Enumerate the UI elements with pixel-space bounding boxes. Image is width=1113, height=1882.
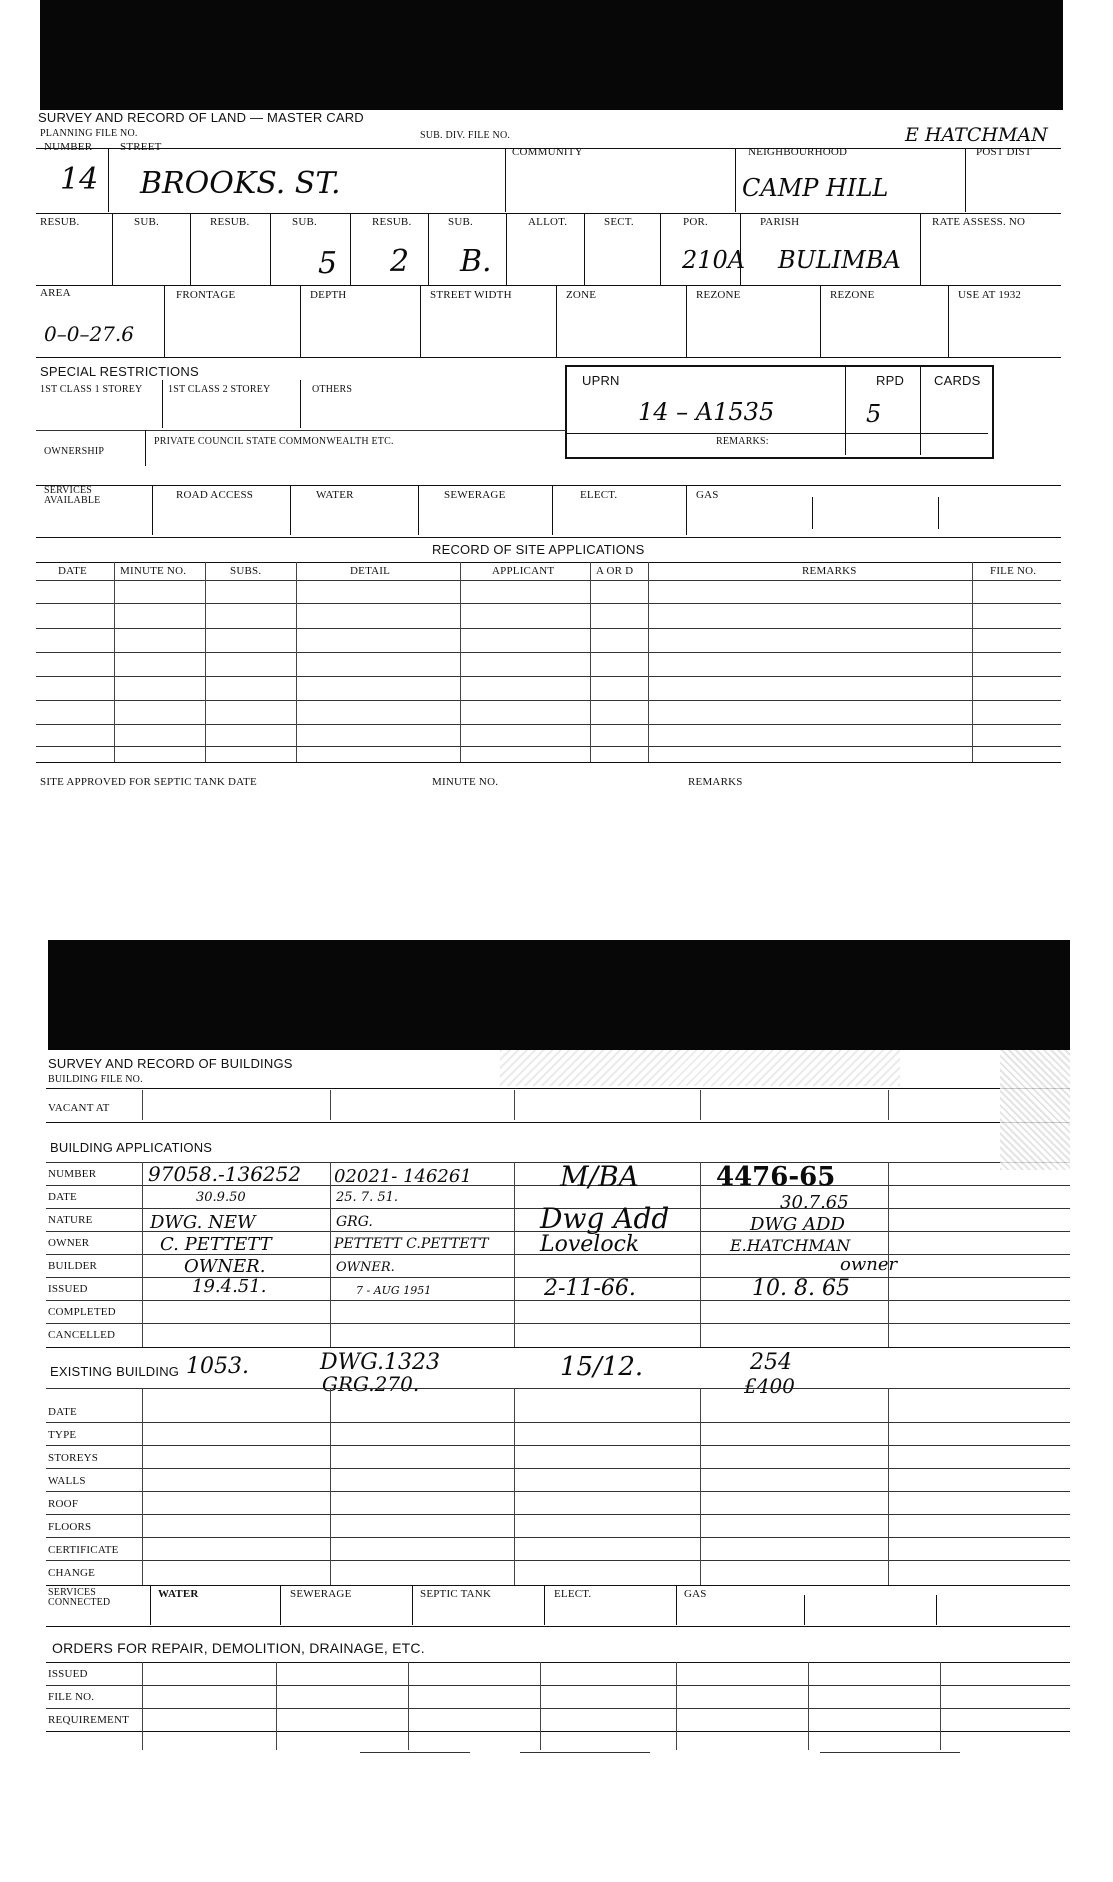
svc-elect: ELECT.	[554, 1588, 592, 1600]
app4-issued: 10. 8. 65	[752, 1276, 850, 1301]
community-label: COMMUNITY	[512, 146, 583, 158]
orders-row-requirement: REQUIREMENT	[48, 1714, 130, 1726]
special-restrictions-label: SPECIAL RESTRICTIONS	[40, 364, 199, 379]
row2-label-rate-assess: RATE ASSESS. NO	[932, 216, 1026, 228]
number-value: 14	[60, 162, 99, 197]
sub-div-file-label: SUB. DIV. FILE NO.	[420, 130, 511, 141]
row-issued-label: ISSUED	[48, 1283, 88, 1295]
site-col-file-no: FILE NO.	[990, 565, 1037, 577]
post-dist-label: POST DIST	[976, 146, 1032, 158]
app4-builder: owner	[840, 1254, 898, 1275]
street-value: BROOKS. ST.	[140, 166, 341, 201]
site-col-minute: MINUTE NO.	[120, 565, 187, 577]
app3-issued: 2-11-66.	[544, 1276, 636, 1301]
redacted-header-bottom	[48, 940, 1070, 1050]
existing-row-type: TYPE	[48, 1429, 77, 1441]
site-col-applicant: APPLICANT	[492, 565, 555, 577]
service-gas: GAS	[696, 489, 719, 501]
por-value: 210A	[682, 246, 746, 274]
others-label: OTHERS	[312, 384, 353, 395]
row2-label-sub: SUB.	[134, 216, 159, 228]
service-sewerage: SEWERAGE	[444, 489, 506, 501]
ownership-label: OWNERSHIP	[44, 446, 105, 457]
row2-label-por: POR.	[683, 216, 708, 228]
orders-row-issued: ISSUED	[48, 1668, 88, 1680]
app1-owner: C. PETTETT	[160, 1234, 272, 1255]
row2-label-sect: SECT.	[604, 216, 634, 228]
row-nature-label: NATURE	[48, 1214, 93, 1226]
resub-value: 2	[390, 244, 410, 279]
existing-value-year: 1053.	[186, 1354, 249, 1379]
existing-row-certificate: CERTIFICATE	[48, 1544, 119, 1556]
building-file-label: BUILDING FILE NO.	[48, 1074, 143, 1085]
rpd-label: RPD	[876, 373, 905, 388]
street-width-label: STREET WIDTH	[430, 289, 512, 301]
row-number-label: NUMBER	[48, 1168, 97, 1180]
class1-label: 1ST CLASS 1 STOREY	[40, 384, 143, 395]
app1-nature: DWG. NEW	[150, 1212, 256, 1233]
services-connected-label: SERVICES CONNECTED	[48, 1587, 111, 1608]
buildings-card	[0, 1050, 1113, 1760]
land-card-title: SURVEY AND RECORD OF LAND — MASTER CARD	[38, 110, 364, 125]
app3-nature: Dwg Add	[540, 1202, 670, 1235]
planning-file-label: PLANNING FILE NO.	[40, 128, 138, 139]
frontage-label: FRONTAGE	[176, 289, 236, 301]
rpd-value: 5	[866, 400, 882, 428]
app2-date: 25. 7. 51.	[336, 1190, 399, 1205]
row2-label-resub-3: RESUB.	[372, 216, 412, 228]
service-water: WATER	[316, 489, 354, 501]
building-apps-title: BUILDING APPLICATIONS	[50, 1140, 213, 1155]
uprn-box	[565, 365, 994, 459]
use-at-1932-label: USE AT 1932	[958, 289, 1022, 301]
remarks-label: REMARKS:	[716, 436, 769, 447]
services-available-label: SERVICES AVAILABLE	[44, 485, 101, 506]
land-master-card	[0, 0, 1113, 820]
row2-label-sub-2: SUB.	[292, 216, 317, 228]
vacant-at-label: VACANT AT	[48, 1102, 110, 1114]
row-date-label: DATE	[48, 1191, 77, 1203]
app2-nature: GRG.	[336, 1214, 373, 1230]
existing-row-roof: ROOF	[48, 1498, 79, 1510]
existing-value-grg: GRG.270.	[322, 1372, 420, 1396]
site-col-subs: SUBS.	[230, 565, 262, 577]
existing-value-date: 15/12.	[560, 1352, 644, 1382]
row-cancelled-label: CANCELLED	[48, 1329, 116, 1341]
svc-sewerage: SEWERAGE	[290, 1588, 352, 1600]
app2-issued: 7 - AUG 1951	[356, 1284, 432, 1297]
parish-value: BULIMBA	[778, 246, 901, 274]
svc-gas: GAS	[684, 1588, 707, 1600]
site-col-date: DATE	[58, 565, 87, 577]
existing-row-storeys: STOREYS	[48, 1452, 99, 1464]
existing-row-change: CHANGE	[48, 1567, 96, 1579]
area-value: 0–0–27.6	[44, 322, 134, 346]
top-signature: E HATCHMAN	[905, 124, 1048, 146]
site-col-remarks: REMARKS	[802, 565, 857, 577]
class2-label: 1ST CLASS 2 STOREY	[168, 384, 271, 395]
septic-remarks-label: REMARKS	[688, 776, 743, 788]
row-owner-label: OWNER	[48, 1237, 90, 1249]
number-label: NUMBER	[44, 141, 93, 153]
app4-owner: E.HATCHMAN	[730, 1236, 851, 1255]
app4-nature: DWG ADD	[750, 1214, 845, 1235]
row2-label-allot: ALLOT.	[528, 216, 568, 228]
existing-row-date: DATE	[48, 1406, 77, 1418]
sub-value-2: B.	[460, 244, 492, 279]
app3-number: M/BA	[560, 1160, 639, 1193]
uprn-label: UPRN	[582, 373, 620, 388]
site-col-detail: DETAIL	[350, 565, 391, 577]
rezone-label-2: REZONE	[830, 289, 875, 301]
svc-water: WATER	[158, 1588, 199, 1600]
photocopy-noise-2	[500, 1050, 900, 1086]
cards-label: CARDS	[934, 373, 981, 388]
rezone-label: REZONE	[696, 289, 741, 301]
service-elect: ELECT.	[580, 489, 618, 501]
row2-label-resub-2: RESUB.	[210, 216, 250, 228]
buildings-card-title: SURVEY AND RECORD OF BUILDINGS	[48, 1056, 293, 1071]
site-apps-title: RECORD OF SITE APPLICATIONS	[432, 542, 645, 557]
app1-number: 97058.-136252	[148, 1162, 302, 1186]
ownership-options: PRIVATE COUNCIL STATE COMMONWEALTH ETC.	[154, 436, 394, 447]
uprn-value: 14 – A1535	[638, 398, 775, 426]
app2-owner: PETTETT C.PETTETT	[334, 1236, 489, 1252]
orders-title: ORDERS FOR REPAIR, DEMOLITION, DRAINAGE, ETC.	[52, 1640, 425, 1656]
site-col-a-or-d: A OR D	[596, 565, 634, 577]
app4-number: 4476-65	[716, 1162, 836, 1192]
sub-value-1: 5	[318, 246, 338, 281]
existing-value-dwg: DWG.1323	[320, 1350, 441, 1375]
app2-number: 02021- 146261	[334, 1166, 472, 1187]
existing-value-amount: £400	[744, 1374, 795, 1398]
service-road-access: ROAD ACCESS	[176, 489, 254, 501]
street-label: STREET	[120, 141, 162, 153]
existing-row-walls: WALLS	[48, 1475, 86, 1487]
zone-label: ZONE	[566, 289, 597, 301]
row2-label-sub-3: SUB.	[448, 216, 473, 228]
row2-label-parish: PARISH	[760, 216, 800, 228]
photocopy-noise	[1000, 1050, 1070, 1170]
svc-septic-tank: SEPTIC TANK	[420, 1588, 492, 1600]
existing-row-floors: FLOORS	[48, 1521, 92, 1533]
app1-builder: OWNER.	[184, 1256, 266, 1277]
row-builder-label: BUILDER	[48, 1260, 98, 1272]
depth-label: DEPTH	[310, 289, 347, 301]
orders-row-file-no: FILE NO.	[48, 1691, 95, 1703]
neighbourhood-value: CAMP HILL	[742, 174, 889, 202]
neighbourhood-label: NEIGHBOURHOOD	[748, 146, 848, 158]
septic-minute-label: MINUTE NO.	[432, 776, 499, 788]
septic-approved-label: SITE APPROVED FOR SEPTIC TANK DATE	[40, 776, 257, 788]
app1-date: 30.9.50	[196, 1190, 246, 1205]
app3-owner: Lovelock	[540, 1232, 640, 1257]
existing-building-label: EXISTING BUILDING	[50, 1364, 180, 1379]
app4-date: 30.7.65	[780, 1192, 849, 1213]
app2-builder: OWNER.	[336, 1260, 395, 1275]
existing-value-254: 254	[750, 1350, 792, 1375]
app1-issued: 19.4.51.	[192, 1276, 267, 1297]
row2-label-resub: RESUB.	[40, 216, 80, 228]
row-completed-label: COMPLETED	[48, 1306, 116, 1318]
area-label: AREA	[40, 287, 71, 299]
